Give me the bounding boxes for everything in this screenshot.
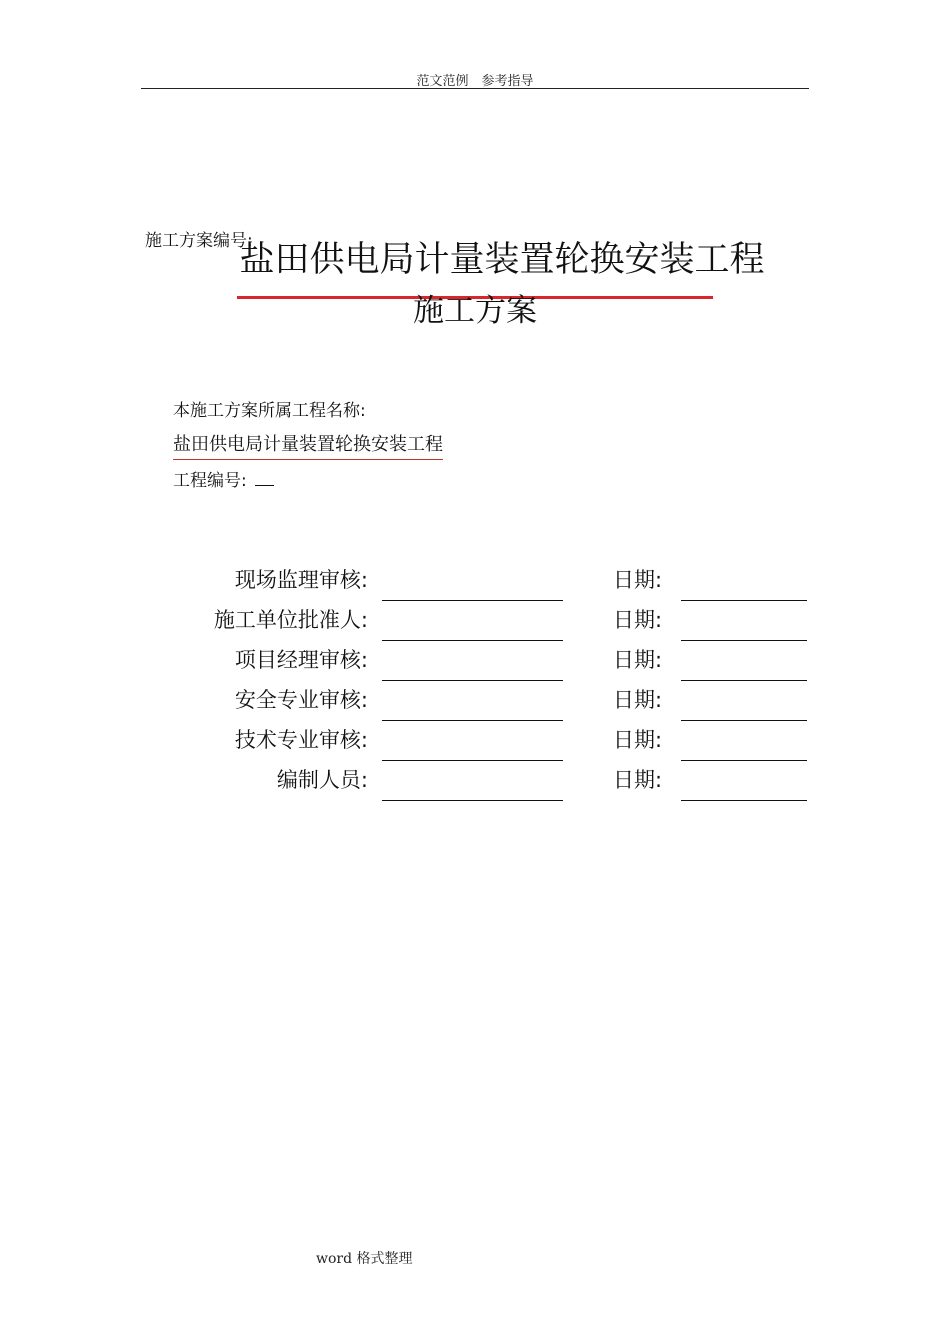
signature-role-label: 技术专业审核: bbox=[234, 728, 368, 752]
project-number-field bbox=[173, 466, 274, 491]
signature-role-label: 现场监理审核: bbox=[234, 568, 368, 592]
signature-row bbox=[0, 566, 950, 606]
signature-role-label: 项目经理审核: bbox=[234, 648, 368, 672]
date-label: 日期: bbox=[613, 648, 663, 672]
page-header: 范文范例 参考指导 bbox=[416, 74, 534, 89]
date-label: 日期: bbox=[613, 768, 663, 792]
signature-blank-line bbox=[382, 680, 563, 681]
document-title: 盐田供电局计量装置轮换安装工程 bbox=[239, 240, 765, 280]
plan-number-label: 施工方案编号: bbox=[145, 231, 253, 251]
date-blank-line bbox=[681, 720, 807, 721]
date-label: 日期: bbox=[613, 728, 663, 752]
signature-row bbox=[0, 606, 950, 646]
date-label: 日期: bbox=[613, 608, 663, 632]
date-blank-line bbox=[681, 640, 807, 641]
date-blank-line bbox=[681, 680, 807, 681]
project-name-value: 盐田供电局计量装置轮换安装工程 bbox=[173, 430, 443, 460]
signature-row bbox=[0, 686, 950, 726]
signature-row bbox=[0, 766, 950, 806]
date-blank-line bbox=[681, 600, 807, 601]
signature-blank-line bbox=[382, 640, 563, 641]
signature-blank-line bbox=[382, 720, 563, 721]
signature-row bbox=[0, 646, 950, 686]
signature-role-label: 编制人员: bbox=[276, 768, 368, 792]
signature-row bbox=[0, 726, 950, 766]
document-subtitle: 施工方案 bbox=[413, 293, 537, 329]
date-blank-line bbox=[681, 800, 807, 801]
header-rule bbox=[141, 88, 809, 89]
date-label: 日期: bbox=[613, 688, 663, 712]
signature-role-label: 安全专业审核: bbox=[234, 688, 368, 712]
project-name-label: 本施工方案所属工程名称: bbox=[173, 401, 366, 421]
date-blank-line bbox=[681, 760, 807, 761]
project-number-blank bbox=[255, 471, 274, 486]
page-footer: word 格式整理 bbox=[316, 1251, 413, 1267]
signature-blank-line bbox=[382, 800, 563, 801]
date-label: 日期: bbox=[613, 568, 663, 592]
signature-role-label: 施工单位批准人: bbox=[213, 608, 368, 632]
signature-blank-line bbox=[382, 600, 563, 601]
signature-blank-line bbox=[382, 760, 563, 761]
project-number-label: 工程编号: bbox=[173, 471, 247, 491]
